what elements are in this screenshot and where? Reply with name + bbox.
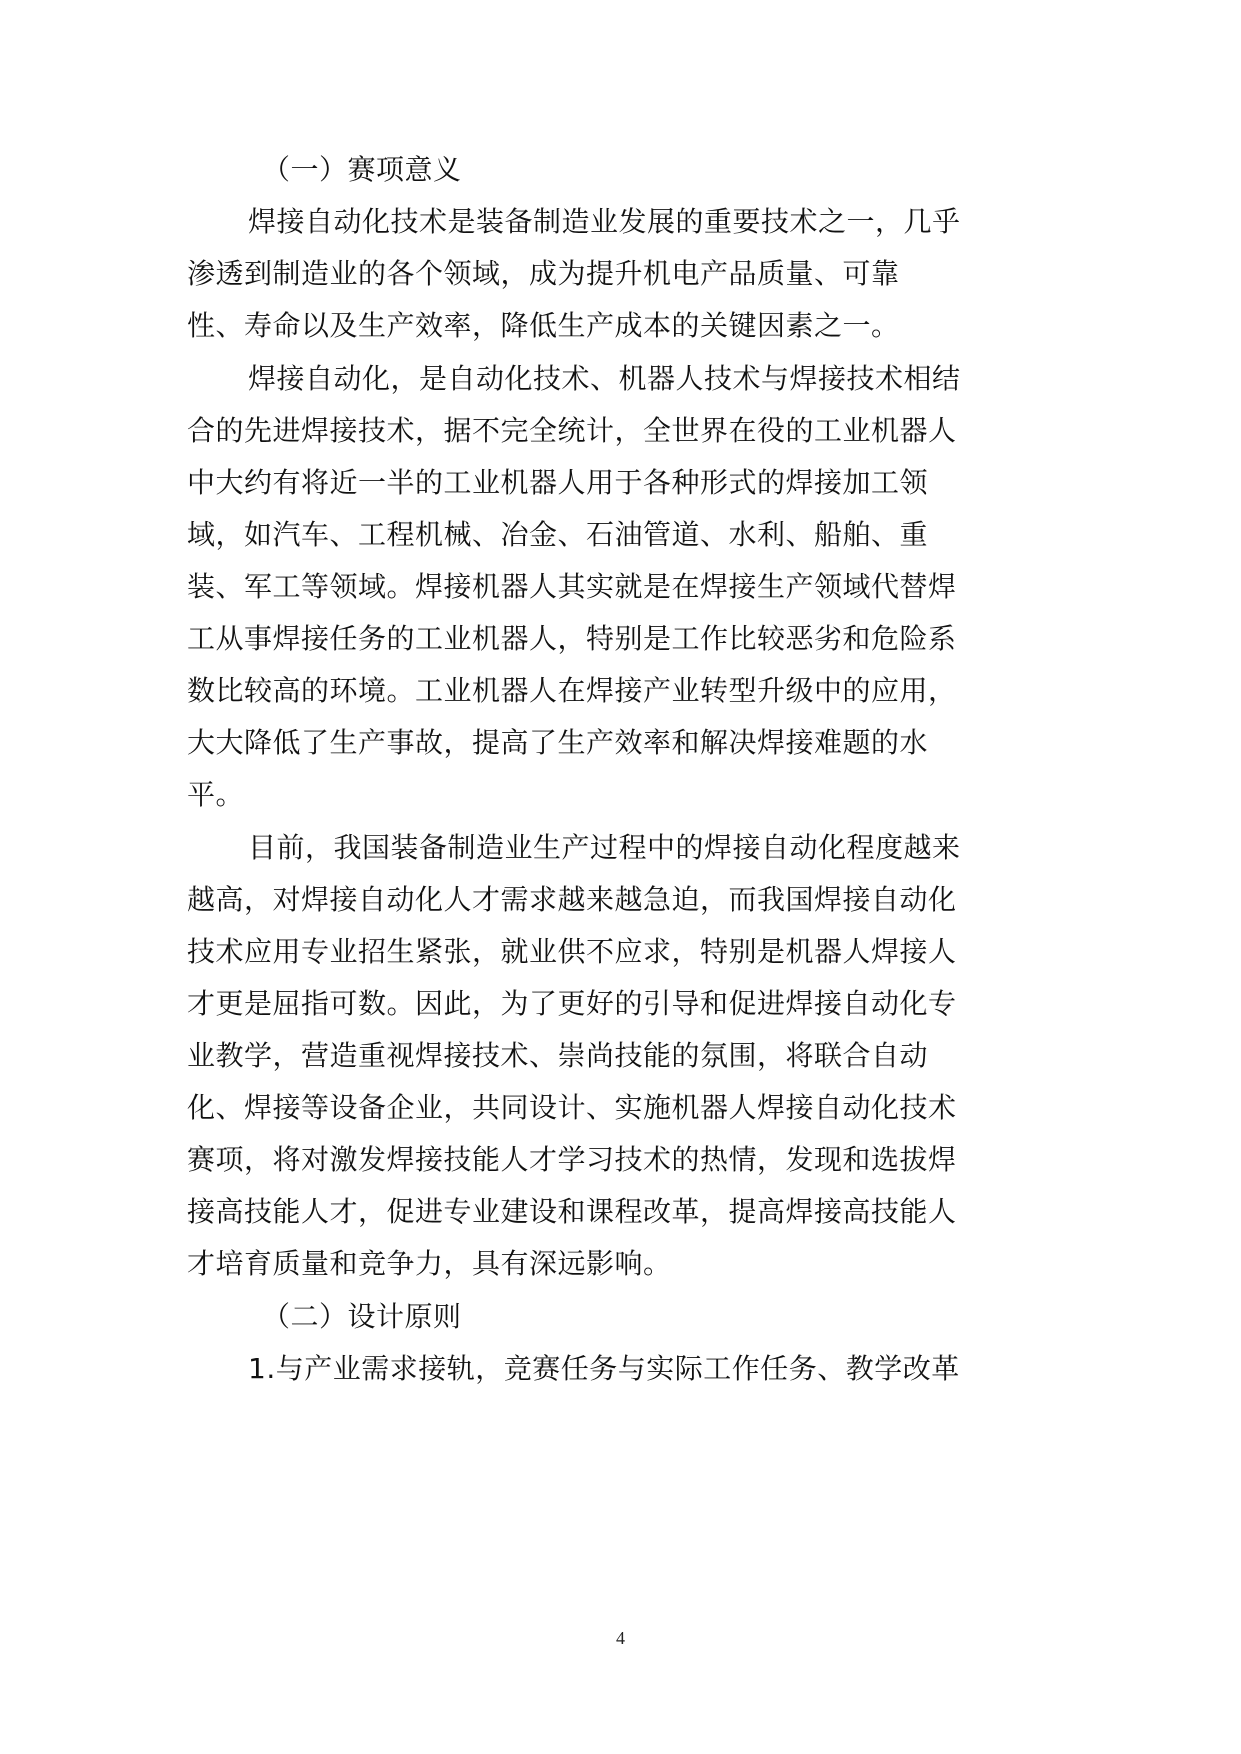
- paragraph-line: 业教学，营造重视焊接技术、崇尚技能的氛围，将联合自动: [187, 1039, 929, 1072]
- paragraph-line: 接高技能人才，促进专业建设和课程改革，提高焊接高技能人: [187, 1195, 957, 1228]
- paragraph-line: 中大约有将近一半的工业机器人用于各种形式的焊接加工领: [187, 466, 929, 499]
- paragraph-line: 1.与产业需求接轨，竞赛任务与实际工作任务、教学改革: [248, 1352, 960, 1385]
- paragraph-line: 技术应用专业招生紧张，就业供不应求，特别是机器人焊接人: [187, 935, 957, 968]
- paragraph-line: 赛项，将对激发焊接技能人才学习技术的热情，发现和选拔焊: [187, 1143, 957, 1176]
- paragraph-line: 化、焊接等设备企业，共同设计、实施机器人焊接自动化技术: [187, 1091, 957, 1124]
- paragraph-line: 才更是屈指可数。因此，为了更好的引导和促进焊接自动化专: [187, 987, 957, 1020]
- paragraph-line: 域，如汽车、工程机械、冶金、石油管道、水利、船舶、重: [187, 518, 929, 551]
- paragraph-line: 工从事焊接任务的工业机器人，特别是工作比较恶劣和危险系: [187, 622, 957, 655]
- paragraph-line: 焊接自动化技术是装备制造业发展的重要技术之一，几乎: [248, 205, 961, 238]
- paragraph-line: 焊接自动化，是自动化技术、机器人技术与焊接技术相结: [248, 362, 961, 395]
- section-heading-2: （二）设计原则: [262, 1300, 462, 1333]
- paragraph-line: 装、军工等领域。焊接机器人其实就是在焊接生产领域代替焊: [187, 570, 957, 603]
- page-number: 4: [616, 1628, 625, 1648]
- paragraph-line: 大大降低了生产事故，提高了生产效率和解决焊接难题的水: [187, 726, 929, 759]
- paragraph-line: 性、寿命以及生产效率，降低生产成本的关键因素之一。: [187, 309, 900, 342]
- paragraph-line: 数比较高的环境。工业机器人在焊接产业转型升级中的应用，: [187, 674, 957, 707]
- paragraph-line: 合的先进焊接技术，据不完全统计，全世界在役的工业机器人: [187, 414, 957, 447]
- paragraph-line: 才培育质量和竞争力，具有深远影响。: [187, 1247, 672, 1280]
- paragraph-line: 渗透到制造业的各个领域，成为提升机电产品质量、可靠: [187, 257, 900, 290]
- paragraph-line: 越高，对焊接自动化人才需求越来越急迫，而我国焊接自动化: [187, 883, 957, 916]
- section-heading-1: （一）赛项意义: [262, 153, 462, 186]
- paragraph-line: 平。: [187, 778, 245, 811]
- paragraph-line: 目前，我国装备制造业生产过程中的焊接自动化程度越来: [248, 831, 961, 864]
